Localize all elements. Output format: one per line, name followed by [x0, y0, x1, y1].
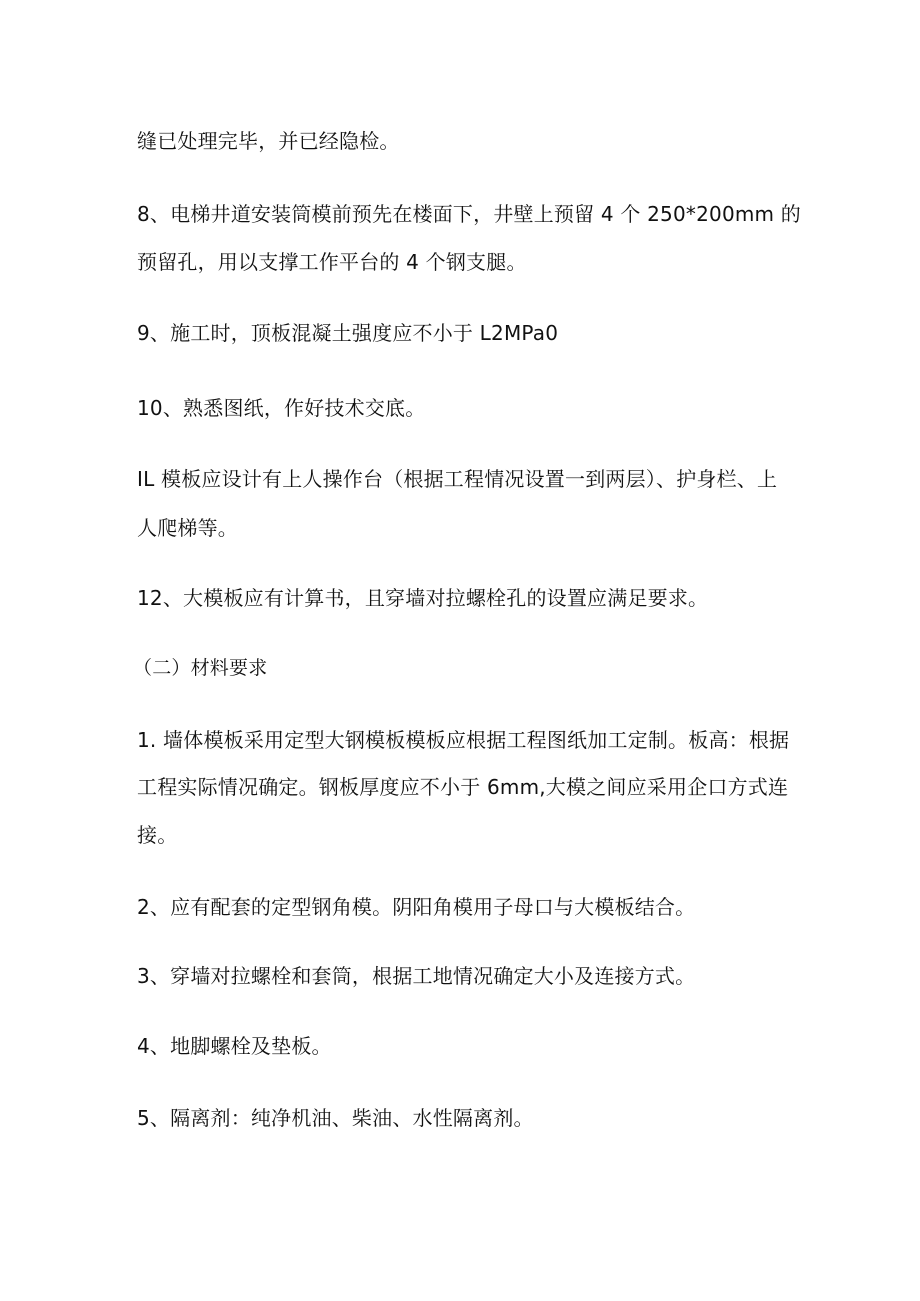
text-line-material-2: 2、应有配套的定型钢角模。阴阳角模用子母口与大模板结合。	[137, 895, 696, 919]
text-line-item-9: 9、施工时，顶板混凝土强度应不小于 L2MPa0	[137, 321, 559, 345]
text-line-item-8-b: 预留孔，用以支撑工作平台的 4 个钢支腿。	[137, 250, 527, 274]
text-line-item-12: 12、大模板应有计算书，且穿墙对拉螺栓孔的设置应满足要求。	[137, 586, 709, 610]
text-line-item-11-a: IL 模板应设计有上人操作台（根据工程情况设置一到两层）、护身栏、上	[137, 467, 778, 491]
text-line-item-11-b: 人爬梯等。	[137, 516, 238, 540]
text-line-material-1-b: 工程实际情况确定。钢板厚度应不小于 6mm,大模之间应采用企口方式连	[137, 775, 789, 799]
text-line-material-3: 3、穿墙对拉螺栓和套筒，根据工地情况确定大小及连接方式。	[137, 964, 696, 988]
text-line-material-1-c: 接。	[137, 823, 178, 847]
text-line-item-8-a: 8、电梯井道安装筒模前预先在楼面下，井壁上预留 4 个 250*200mm 的	[137, 202, 801, 226]
text-line-continuation-seams: 缝已处理完毕，并已经隐检。	[137, 129, 400, 153]
text-line-item-10: 10、熟悉图纸，作好技术交底。	[137, 396, 426, 420]
text-line-material-5: 5、隔离剂：纯净机油、柴油、水性隔离剂。	[137, 1106, 534, 1130]
section-heading-materials: （二）材料要求	[133, 657, 268, 679]
text-line-material-1-a: 1. 墙体模板采用定型大钢模板模板应根据工程图纸加工定制。板高：根据	[137, 728, 790, 752]
text-line-material-4: 4、地脚螺栓及垫板。	[137, 1034, 332, 1058]
